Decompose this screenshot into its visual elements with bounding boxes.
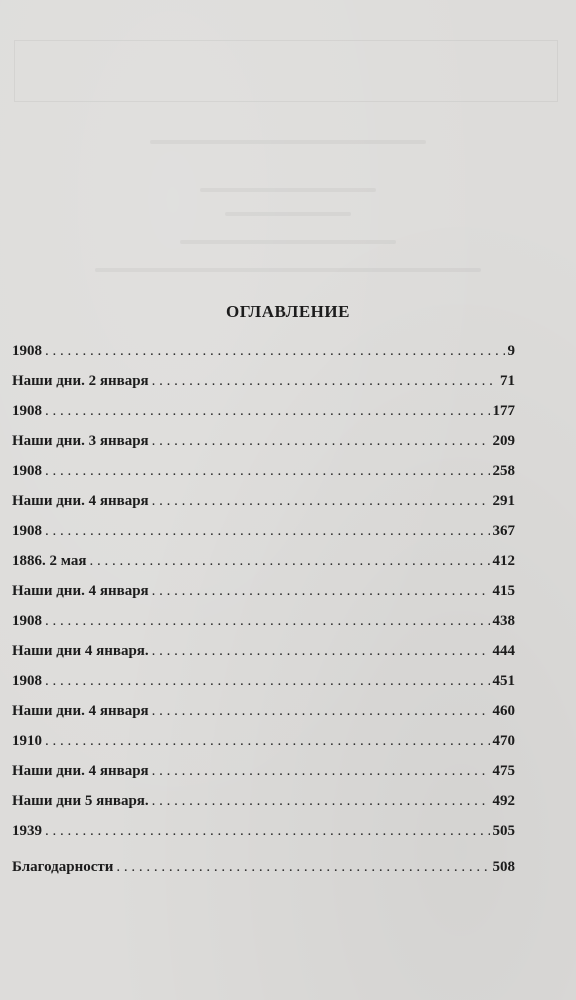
toc-entry	[12, 403, 515, 433]
toc-entry	[12, 553, 515, 583]
toc-entry-title: 1908	[12, 523, 42, 539]
show-through-line	[225, 212, 351, 216]
toc-entry	[12, 583, 515, 613]
dot-leader	[45, 403, 490, 420]
toc-entry-title: Наши дни. 2 января	[12, 373, 149, 389]
dot-leader	[152, 583, 490, 600]
toc-entry	[12, 859, 515, 889]
toc-entry-page: 71	[500, 373, 515, 389]
dot-leader	[152, 373, 497, 390]
toc-entry-page: 412	[492, 553, 515, 569]
show-through-line	[180, 240, 396, 244]
toc-entry-title: Наши дни. 4 января	[12, 493, 149, 509]
dot-leader	[152, 703, 490, 720]
toc-entry-page: 367	[492, 523, 515, 539]
dot-leader	[116, 859, 489, 876]
dot-leader	[45, 343, 505, 360]
dot-leader	[152, 643, 490, 660]
toc-entry-page: 470	[492, 733, 515, 749]
toc-entry-title: Наши дни 4 января.	[12, 643, 149, 659]
show-through-line	[150, 140, 426, 144]
toc-entry-title: Благодарности	[12, 859, 114, 875]
toc-entry-title: 1908	[12, 403, 42, 419]
show-through-line	[200, 188, 376, 192]
toc-entry	[12, 643, 515, 673]
toc-entry-title: 1939	[12, 823, 42, 839]
dot-leader	[152, 763, 490, 780]
toc-entry	[12, 763, 515, 793]
toc-entry	[12, 823, 515, 853]
toc-entry-page: 460	[492, 703, 515, 719]
dot-leader	[45, 823, 490, 840]
toc-entry-title: 1908	[12, 463, 42, 479]
toc-entry	[12, 343, 515, 373]
toc-entry-page: 9	[507, 343, 515, 359]
toc-entry-title: 1908	[12, 613, 42, 629]
show-through-line	[95, 268, 481, 272]
toc-entry-title: 1908	[12, 673, 42, 689]
toc-entry-title: 1908	[12, 343, 42, 359]
toc-entry-page: 177	[492, 403, 515, 419]
toc-entry	[12, 613, 515, 643]
toc-entry-page: 415	[492, 583, 515, 599]
toc-entry-page: 258	[492, 463, 515, 479]
toc-entry-title: Наши дни. 4 января	[12, 583, 149, 599]
toc-entry	[12, 703, 515, 733]
toc-entry-page: 451	[492, 673, 515, 689]
dot-leader	[152, 493, 490, 510]
toc-entry	[12, 523, 515, 553]
toc-entry	[12, 463, 515, 493]
toc-entry	[12, 433, 515, 463]
show-through-frame	[14, 40, 558, 102]
toc-entry-page: 291	[492, 493, 515, 509]
dot-leader	[152, 433, 490, 450]
dot-leader	[45, 523, 490, 540]
dot-leader	[45, 673, 490, 690]
toc-entry-page: 444	[492, 643, 515, 659]
toc-entry-page: 209	[492, 433, 515, 449]
toc-entry-page: 508	[492, 859, 515, 875]
toc-entry-title: Наши дни. 3 января	[12, 433, 149, 449]
dot-leader	[45, 463, 490, 480]
toc-entry-page: 438	[492, 613, 515, 629]
toc-list	[12, 343, 515, 889]
toc-entry-page: 505	[492, 823, 515, 839]
toc-entry	[12, 373, 515, 403]
toc-entry-title: Наши дни. 4 января	[12, 763, 149, 779]
dot-leader	[45, 613, 490, 630]
toc-entry-title: 1910	[12, 733, 42, 749]
toc-entry-title: Наши дни 5 января.	[12, 793, 149, 809]
toc-entry-title: Наши дни. 4 января	[12, 703, 149, 719]
toc-entry-title: 1886. 2 мая	[12, 553, 87, 569]
dot-leader	[89, 553, 489, 570]
toc-entry-page: 492	[492, 793, 515, 809]
toc-entry-page: 475	[492, 763, 515, 779]
dot-leader	[152, 793, 490, 810]
toc-entry	[12, 673, 515, 703]
toc-entry	[12, 793, 515, 823]
toc-heading: ОГЛАВЛЕНИЕ	[226, 302, 350, 321]
toc-entry	[12, 733, 515, 763]
dot-leader	[45, 733, 490, 750]
toc-entry	[12, 493, 515, 523]
